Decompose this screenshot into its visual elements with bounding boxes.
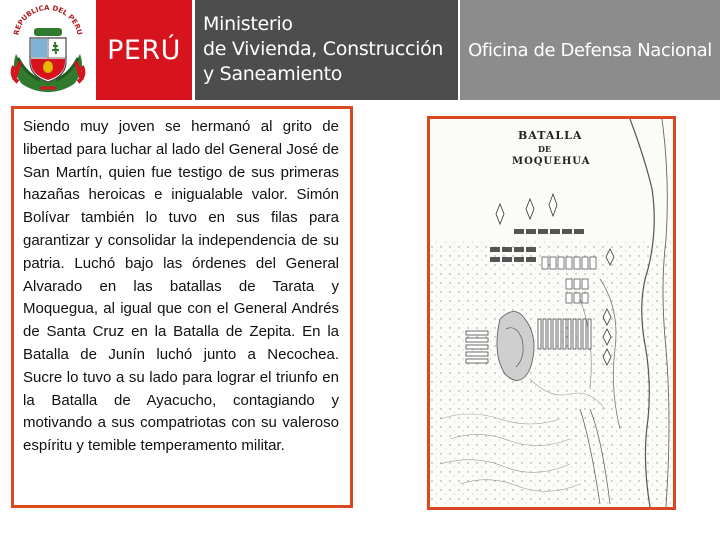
map-title-line-2: DE — [538, 144, 552, 154]
country-name: PERÚ — [107, 34, 181, 66]
biography-paragraph: Siendo muy joven se hermanó al grito de libertad para luchar al lado del General José de San Martín, quien fue testigo de sus primeras hazañas heroicas e inigualable valor. Simón Bolívar también lo tuvo en sus filas para garantizar y consolidar la independencia de su patria. Luchó bajo las órdenes del General Alvarado en las batallas de Tarata y Moquegua, al igual que con el General Andrés de Santa Cruz en la Batalla de Zepita. En la Batalla de Junín luchó junto a Necochea. Sucre lo tuvo a su lado para lograr el triunfo en la Batalla de Ayacucho, contagiando y motivando a sus compatriotas con su valeroso espíritu y temible temperamento militar. — [23, 118, 339, 455]
coat-of-arms-icon — [0, 0, 96, 100]
map-title-line-1: BATALLA — [518, 129, 583, 142]
office-name: Oficina de Defensa Nacional — [468, 39, 712, 61]
country-block — [96, 0, 192, 100]
map-title-line-3: MOQUEHUA — [512, 156, 591, 167]
crest-text: REPUBLICA DEL PERU — [12, 3, 84, 36]
ministry-line-1: Ministerio — [203, 13, 293, 35]
battle-map-illustration — [430, 119, 673, 507]
ministry-block — [195, 0, 458, 100]
office-block — [460, 0, 720, 100]
battle-map-frame — [427, 116, 676, 510]
biography-text-box — [11, 106, 353, 508]
ministry-line-2: de Vivienda, Construcción — [203, 38, 444, 60]
coat-of-arms — [0, 0, 96, 100]
header-banner — [0, 0, 720, 100]
ministry-line-3: y Saneamiento — [203, 63, 343, 85]
